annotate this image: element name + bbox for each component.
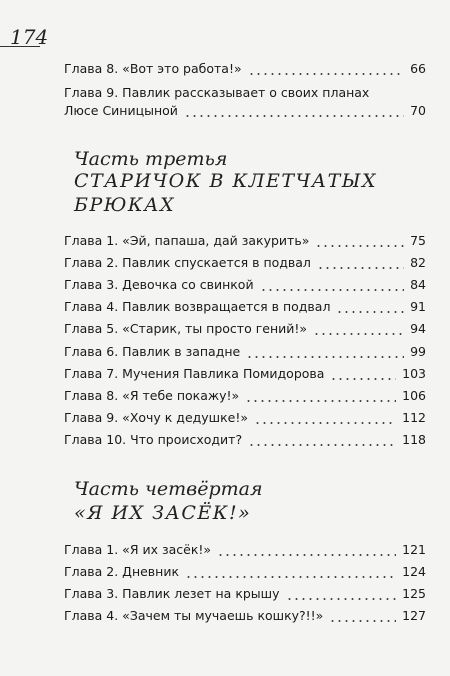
toc-entry-page: 70 [410,103,426,118]
toc-entry-page: 91 [410,299,426,314]
dot-leader [336,304,404,314]
dot-leader [329,613,396,623]
toc-entry-page: 125 [402,586,426,601]
dot-leader [260,282,405,292]
toc-entry-title: Глава 3. Девочка со свинкой [64,277,254,292]
dot-leader [245,393,396,403]
toc-entry[interactable] [64,60,426,78]
toc-entry-page: 99 [410,344,426,359]
toc-entry-page: 106 [402,388,426,403]
toc-entry[interactable] [64,276,426,294]
toc-entry-page: 127 [402,608,426,623]
toc-entry[interactable] [64,607,426,625]
toc-entry-title: Глава 2. Дневник [64,564,180,579]
dot-leader [254,415,396,425]
toc-entry-page: 124 [402,564,426,579]
part-three-label: Часть третья [74,148,228,170]
toc-entry-page: 103 [402,366,426,381]
toc-entry-title: Глава 3. Павлик лезет на крышу [64,586,280,601]
toc-entry[interactable] [64,563,426,581]
toc-entry-page: 94 [410,321,426,336]
page-number: 174 [10,25,49,49]
page-number-rule [0,46,40,47]
toc-entry-title: Глава 9. «Хочу к дедушке!» [64,410,249,425]
toc-entry-page: 66 [410,61,426,76]
toc-entry[interactable] [64,102,426,120]
toc-entry[interactable] [64,431,426,449]
part-three-title-line1: СТАРИЧОК В КЛЕТЧАТЫХ [74,170,378,192]
toc-entry[interactable] [64,298,426,316]
toc-entry-title: Глава 1. «Эй, папаша, дай закурить» [64,233,310,248]
dot-leader [184,108,404,118]
toc-entry[interactable] [64,409,426,427]
part-four-label: Часть четвёртая [74,478,263,500]
toc-entry-page: 112 [402,410,426,425]
part-three-title-line2: БРЮКАХ [74,194,176,216]
toc-entry-page: 75 [410,233,426,248]
toc-entry[interactable] [64,585,426,603]
toc-entry[interactable] [64,320,426,338]
toc-entry-page: 84 [410,277,426,292]
dot-leader [315,238,404,248]
dot-leader [330,371,396,381]
toc-entry-title: Глава 8. «Вот это работа!» [64,61,242,76]
dot-leader [248,437,396,447]
toc-entry-title-line1[interactable]: Глава 9. Павлик рассказывает о своих планах [64,85,370,100]
toc-entry-title: Глава 8. «Я тебе покажу!» [64,388,240,403]
toc-entry-page: 118 [402,432,426,447]
toc-entry-title: Глава 4. Павлик возвращается в подвал [64,299,331,314]
toc-entry-title: Глава 2. Павлик спускается в подвал [64,255,311,270]
dot-leader [317,260,404,270]
toc-entry[interactable] [64,387,426,405]
toc-entry-title: Глава 1. «Я их засёк!» [64,542,212,557]
part-four-title: «Я ИХ ЗАСЁК!» [74,502,252,524]
toc-entry[interactable] [64,541,426,559]
toc-entry-title: Глава 5. «Старик, ты просто гений!» [64,321,308,336]
toc-entry-page: 82 [410,255,426,270]
toc-entry[interactable] [64,254,426,272]
toc-entry-title: Люсе Синицыной [64,103,178,118]
toc-entry-title: Глава 6. Павлик в западне [64,344,241,359]
dot-leader [248,66,404,76]
toc-entry-title: Глава 7. Мучения Павлика Помидорова [64,366,325,381]
toc-entry-title: Глава 10. Что происходит? [64,432,243,447]
toc-entry-title: Глава 4. «Зачем ты мучаешь кошку?!!» [64,608,324,623]
toc-entry-page: 121 [402,542,426,557]
dot-leader [185,569,396,579]
dot-leader [313,326,404,336]
toc-entry[interactable] [64,232,426,250]
toc-entry[interactable] [64,365,426,383]
dot-leader [217,547,396,557]
toc-entry[interactable] [64,343,426,361]
dot-leader [286,591,397,601]
dot-leader [246,349,404,359]
